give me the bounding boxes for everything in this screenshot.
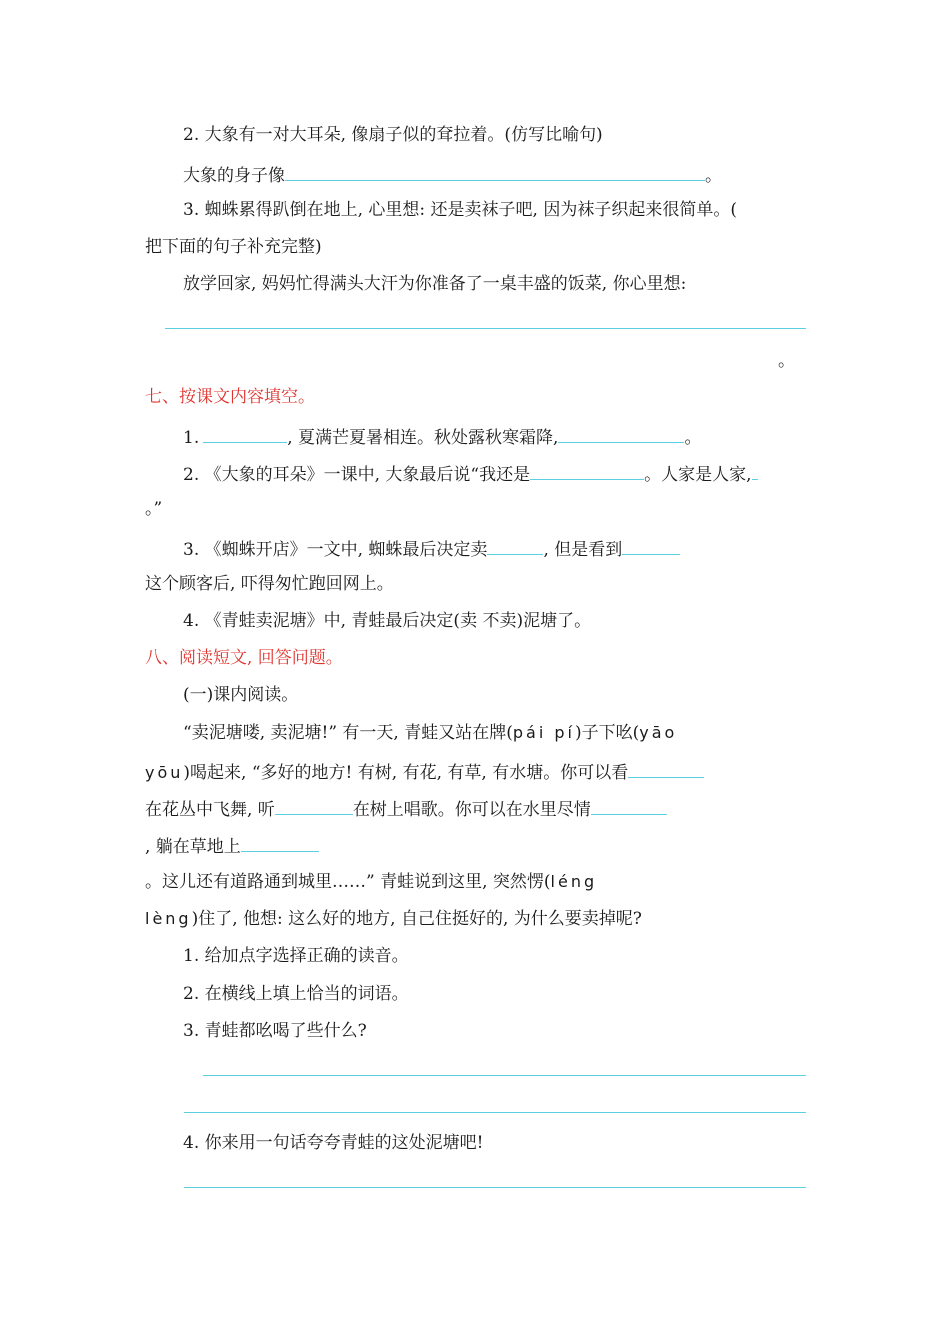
- passage-5a: 。这儿还有道路通到城里……” 青蛙说到这里, 突然愣(: [145, 872, 551, 892]
- pinyin-leng-4: lèng: [145, 909, 192, 928]
- passage-blank-1[interactable]: [628, 759, 704, 778]
- q6-3-end: 。: [778, 351, 795, 371]
- passage-blank-3[interactable]: [591, 796, 667, 815]
- q8-3-answer-rule-2[interactable]: [184, 1112, 806, 1113]
- q7-2-b: 。人家是人家,: [644, 465, 752, 485]
- passage-line-1: [183, 722, 677, 744]
- passage-3b: 在树上唱歌。你可以在水里尽情: [352, 800, 591, 820]
- passage-line-4: [145, 833, 319, 858]
- section8-sub: (一)课内阅读。: [183, 685, 299, 705]
- q6-2-blank[interactable]: [285, 162, 705, 181]
- passage-1a: “卖泥塘喽, 卖泥塘!” 有一天, 青蛙又站在牌(: [183, 723, 513, 743]
- q8-4: 4. 你来用一句话夸夸青蛙的这处泥塘吧!: [183, 1133, 484, 1153]
- q6-3-prompt-a: 3. 蜘蛛累得趴倒在地上, 心里想: 还是卖袜子吧, 因为袜子织起来很简单。(: [183, 200, 738, 220]
- q7-3-c: 这个顾客后, 吓得匆忙跑回网上。: [145, 574, 394, 594]
- q7-4: 4. 《青蛙卖泥塘》中, 青蛙最后决定(卖 不卖)泥塘了。: [183, 611, 592, 631]
- q7-2-blank-2[interactable]: [752, 461, 758, 480]
- passage-3a: 在花丛中飞舞, 听: [145, 800, 275, 820]
- q7-3-blank-1[interactable]: [487, 536, 543, 555]
- pinyin-pai-pi: pái pí: [512, 723, 575, 742]
- q6-3-sentence: 放学回家, 妈妈忙得满头大汗为你准备了一桌丰盛的饭菜, 你心里想:: [183, 274, 687, 294]
- q7-3-b: , 但是看到: [543, 540, 623, 560]
- passage-blank-4[interactable]: [241, 833, 319, 852]
- q7-1-blank-2[interactable]: [558, 424, 684, 443]
- q8-2: 2. 在横线上填上恰当的词语。: [183, 984, 409, 1004]
- q6-2-prompt: 2. 大象有一对大耳朵, 像扇子似的耷拉着。(仿写比喻句): [183, 125, 603, 145]
- q6-2-lead: 大象的身子像: [183, 166, 285, 186]
- q8-3: 3. 青蛙都吆喝了些什么?: [183, 1021, 367, 1041]
- q8-3-answer-rule-1[interactable]: [203, 1075, 806, 1076]
- passage-2a: )喝起来, “多好的地方! 有树, 有花, 有草, 有水塘。你可以看: [183, 763, 629, 783]
- pinyin-leng-2: léng: [550, 872, 598, 891]
- passage-blank-2[interactable]: [275, 796, 353, 815]
- passage-line-6: [145, 908, 642, 930]
- q6-3-prompt-b: 把下面的句子补充完整): [145, 237, 322, 257]
- q7-1-mid: , 夏满芒夏暑相连。秋处露秋寒霜降,: [287, 428, 559, 448]
- section7-heading: 七、按课文内容填空。: [145, 387, 315, 407]
- q7-2-c: 。”: [145, 499, 163, 519]
- pinyin-you: yōu: [145, 763, 184, 782]
- q7-1-num: 1.: [183, 428, 200, 448]
- passage-line-2: [145, 759, 704, 784]
- passage-line-5: [145, 871, 597, 893]
- q7-1: [183, 424, 701, 449]
- q7-3-blank-2[interactable]: [622, 536, 680, 555]
- q7-1-end: 。: [684, 428, 702, 448]
- q6-2-answer-line: [183, 162, 722, 187]
- q7-1-blank-1[interactable]: [203, 424, 287, 443]
- q7-3: [183, 536, 680, 561]
- q7-3-a: 3. 《蜘蛛开店》一文中, 蜘蛛最后决定卖: [183, 540, 488, 560]
- q7-2: [183, 461, 758, 486]
- passage-4a: , 躺在草地上: [145, 837, 241, 857]
- passage-6a: )住了, 他想: 这么好的地方, 自己住挺好的, 为什么要卖掉呢?: [191, 909, 642, 929]
- pinyin-yao: yāo: [639, 723, 678, 742]
- q8-4-answer-rule[interactable]: [184, 1187, 806, 1188]
- q7-2-a: 2. 《大象的耳朵》一课中, 大象最后说“我还是: [183, 465, 531, 485]
- q6-2-end: 。: [705, 166, 722, 186]
- q6-3-answer-rule[interactable]: [165, 328, 806, 329]
- q8-1: 1. 给加点字选择正确的读音。: [183, 946, 409, 966]
- passage-line-3: [145, 796, 667, 821]
- section8-heading: 八、阅读短文, 回答问题。: [145, 648, 343, 668]
- q7-2-blank-1[interactable]: [530, 461, 644, 480]
- passage-1b: )子下吆(: [574, 723, 640, 743]
